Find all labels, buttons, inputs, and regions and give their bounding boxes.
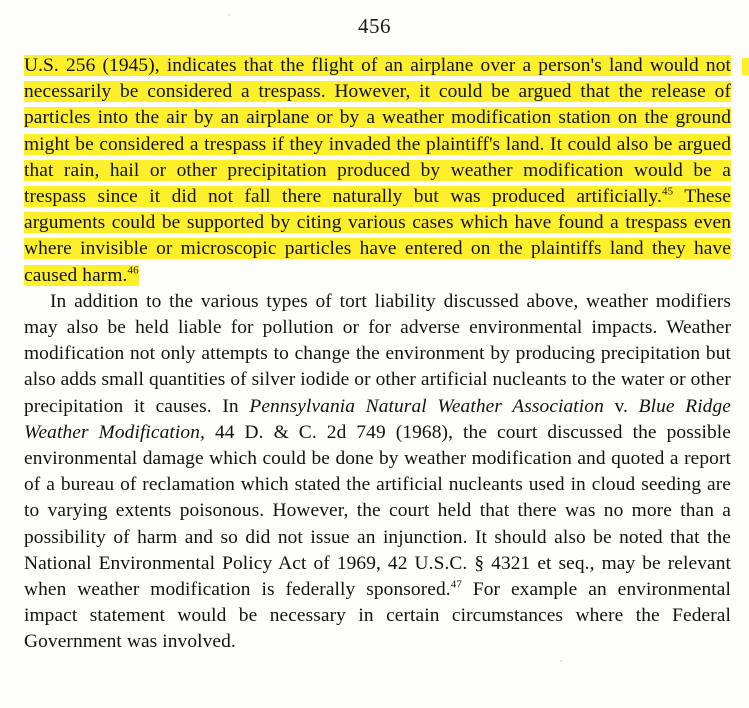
footnote-marker-46: 46	[127, 264, 139, 277]
highlighted-text-run	[24, 55, 731, 286]
footnote-marker-47: 47	[450, 578, 462, 591]
paragraph-environmental-liability	[24, 289, 731, 656]
page-speck	[228, 14, 230, 16]
paragraph-2-text-c: For example an environmental impact statement would be necessary in certain circumstances where the Federal Government was involved.	[24, 579, 731, 653]
paragraph-2-text-b: 44 D. & C. 2d 749 (1968), the court discussed the possible environmental damage which could be done by weather modification and quoted a report of a bureau of reclamation which stated the artificial nucleants used in cloud seeding are to varying extents poisonous. However, the court held that there was no more than a possibility of harm and so did not issue an injunction. It should also be noted that the National Environmental Policy Act of 1969, 42 U.S.C. § 4321 et seq., may be relevant when weather modification is federally sponsored.	[24, 421, 731, 601]
page-speck	[560, 660, 562, 662]
case-name-blue-ridge: Blue Ridge Weather Modification,	[24, 395, 731, 443]
case-name-pennsylvania: Pennsylvania Natural Weather Association	[249, 395, 604, 417]
highlight-edge-mark	[742, 58, 749, 75]
paragraph-2-text-a: In addition to the various types of tort liability discussed above, weather modifiers may also be held liable for pollution or for adverse environmental impacts. Weather modification not only attempts to change the environment by producing precipitation but also adds small quantities of silver iodide or other artificial nucleants to the water or other precipitation it causes. In	[24, 290, 731, 417]
footnote-marker-45: 45	[661, 185, 674, 198]
paragraph-1-text: U.S. 256 (1945), indicates that the flight of an airplane over a person's land would not necessarily be considered a trespass. However, it could be argued that the release of particles into the air by an airplane or by a weather modification station on the ground might be considered a trespass if they invaded the plaintiff's land. It could also be argued that rain, hail or other precipitation produced by weather modification would be a trespass since it did not fall there naturally but was produced artificially.	[24, 55, 731, 208]
page-body	[0, 53, 749, 656]
paragraph-2-versus: v.	[603, 395, 639, 417]
paragraph-1-text-cont: These arguments could be supported by citing various cases which have found a trespass even where invisible or microscopic particles have entered on the plaintiffs land they have caused harm.	[24, 186, 731, 286]
paragraph-highlighted	[24, 53, 731, 289]
page-number: 456	[358, 14, 391, 38]
